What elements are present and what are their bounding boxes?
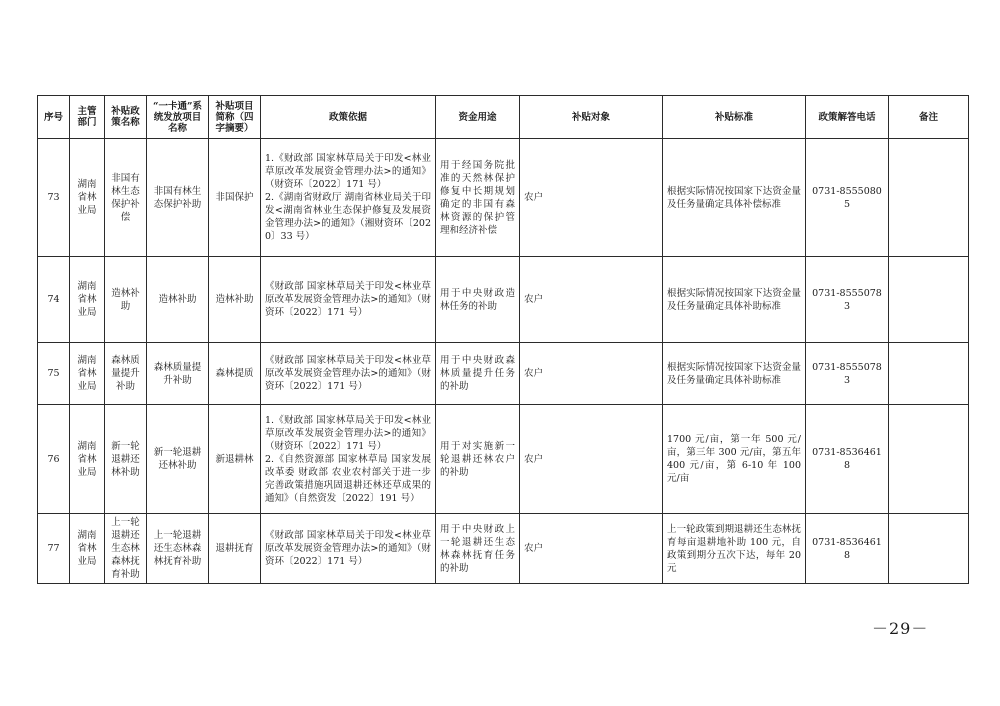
cell-use: 用于中央财政造林任务的补助 — [436, 257, 520, 343]
header-item: “一卡通”系统发放项目名称 — [147, 96, 209, 139]
cell-phone: 0731-85364618 — [806, 405, 889, 514]
subsidy-policy-table — [37, 95, 969, 584]
table-row — [38, 514, 969, 584]
cell-use: 用于中央财政上一轮退耕还生态林森林抚育任务的补助 — [436, 514, 520, 584]
cell-standard: 根据实际情况按国家下达资金量及任务量确定具体补偿标准 — [663, 139, 806, 257]
cell-no: 73 — [38, 139, 70, 257]
basis-line: 2.《自然资源部 国家林草局 国家发展改革委 财政部 农业农村部关于进一步完善政策措施巩固退耕还林还草成果的通知》（自然资发〔2022〕191 号） — [265, 453, 431, 504]
cell-abbr: 退耕抚育 — [209, 514, 261, 584]
cell-use: 用于中央财政森林质量提升任务的补助 — [436, 343, 520, 405]
header-abbr: 补贴项目简称（四字摘要） — [209, 96, 261, 139]
cell-dept: 湖南省林业局 — [70, 257, 105, 343]
header-note: 备注 — [889, 96, 969, 139]
cell-note — [889, 405, 969, 514]
basis-line: 《财政部 国家林草局关于印发<林业草原改革发展资金管理办法>的通知》（财资环〔2022〕171 号） — [265, 355, 431, 392]
basis-line: 1.《财政部 国家林草局关于印发<林业草原改革发展资金管理办法>的通知》（财资环〔2022〕171 号） — [265, 414, 431, 452]
cell-policy: 新一轮退耕还林补助 — [105, 405, 147, 514]
cell-policy: 森林质量提升补助 — [105, 343, 147, 405]
cell-no: 75 — [38, 343, 70, 405]
cell-standard: 根据实际情况按国家下达资金量及任务量确定具体补助标准 — [663, 257, 806, 343]
header-standard: 补贴标准 — [663, 96, 806, 139]
cell-no: 76 — [38, 405, 70, 514]
cell-basis — [261, 139, 436, 257]
cell-target: 农户 — [520, 514, 663, 584]
cell-dept: 湖南省林业局 — [70, 343, 105, 405]
table-row — [38, 343, 969, 405]
cell-note — [889, 343, 969, 405]
cell-target: 农户 — [520, 139, 663, 257]
cell-basis — [261, 343, 436, 405]
cell-abbr: 森林提质 — [209, 343, 261, 405]
cell-target: 农户 — [520, 257, 663, 343]
header-no: 序号 — [38, 96, 70, 139]
cell-abbr: 非国保护 — [209, 139, 261, 257]
cell-basis — [261, 405, 436, 514]
header-dept: 主管部门 — [70, 96, 105, 139]
cell-target: 农户 — [520, 343, 663, 405]
cell-item: 造林补助 — [147, 257, 209, 343]
cell-phone: 0731-85364618 — [806, 514, 889, 584]
basis-line: 《财政部 国家林草局关于印发<林业草原改革发展资金管理办法>的通知》（财资环〔2022〕171 号） — [265, 530, 431, 567]
cell-dept: 湖南省林业局 — [70, 405, 105, 514]
basis-line: 《财政部 国家林草局关于印发<林业草原改革发展资金管理办法>的通知》（财资环〔2022〕171 号） — [265, 281, 431, 318]
header-phone: 政策解答电话 — [806, 96, 889, 139]
cell-policy: 造林补助 — [105, 257, 147, 343]
table-row — [38, 257, 969, 343]
basis-line: 2.《湖南省财政厅 湖南省林业局关于印发<湖南省林业生态保护修复及发展资金管理办法>的通知》（湘财资环〔2020〕33 号） — [265, 192, 431, 242]
cell-no: 77 — [38, 514, 70, 584]
cell-standard: 1700 元/亩，第一年 500 元/亩，第三年 300 元/亩，第五年 400 元/亩，第 6-10 年 100 元/亩 — [663, 405, 806, 514]
cell-basis — [261, 514, 436, 584]
header-basis: 政策依据 — [261, 96, 436, 139]
cell-note — [889, 257, 969, 343]
cell-policy: 非国有林生态保护补偿 — [105, 139, 147, 257]
table-row — [38, 139, 969, 257]
cell-abbr: 造林补助 — [209, 257, 261, 343]
header-policy: 补贴政策名称 — [105, 96, 147, 139]
page-number: －29－ — [872, 619, 929, 638]
table-header-row — [38, 96, 969, 139]
cell-dept: 湖南省林业局 — [70, 514, 105, 584]
cell-target: 农户 — [520, 405, 663, 514]
cell-note — [889, 139, 969, 257]
table-row — [38, 405, 969, 514]
basis-line: 1.《财政部 国家林草局关于印发<林业草原改革发展资金管理办法>的通知》（财资环〔2022〕171 号） — [265, 153, 431, 190]
cell-no: 74 — [38, 257, 70, 343]
cell-basis — [261, 257, 436, 343]
cell-abbr: 新退耕林 — [209, 405, 261, 514]
cell-dept: 湖南省林业局 — [70, 139, 105, 257]
cell-phone: 0731-85550805 — [806, 139, 889, 257]
cell-item: 森林质量提升补助 — [147, 343, 209, 405]
cell-policy: 上一轮退耕还生态林森林抚育补助 — [105, 514, 147, 584]
cell-standard: 上一轮政策到期退耕还生态林抚育每亩退耕地补助 100 元，自政策到期分五次下达，每年 20 元 — [663, 514, 806, 584]
cell-item: 上一轮退耕还生态林森林抚育补助 — [147, 514, 209, 584]
cell-use: 用于经国务院批准的天然林保护修复中长期规划确定的非国有森林资源的保护管理和经济补偿 — [436, 139, 520, 257]
cell-note — [889, 514, 969, 584]
cell-phone: 0731-85550783 — [806, 343, 889, 405]
header-use: 资金用途 — [436, 96, 520, 139]
cell-use: 用于对实施新一轮退耕还林农户的补助 — [436, 405, 520, 514]
cell-standard: 根据实际情况按国家下达资金量及任务量确定具体补助标准 — [663, 343, 806, 405]
cell-item: 新一轮退耕还林补助 — [147, 405, 209, 514]
header-target: 补贴对象 — [520, 96, 663, 139]
cell-phone: 0731-85550783 — [806, 257, 889, 343]
cell-item: 非国有林生态保护补助 — [147, 139, 209, 257]
